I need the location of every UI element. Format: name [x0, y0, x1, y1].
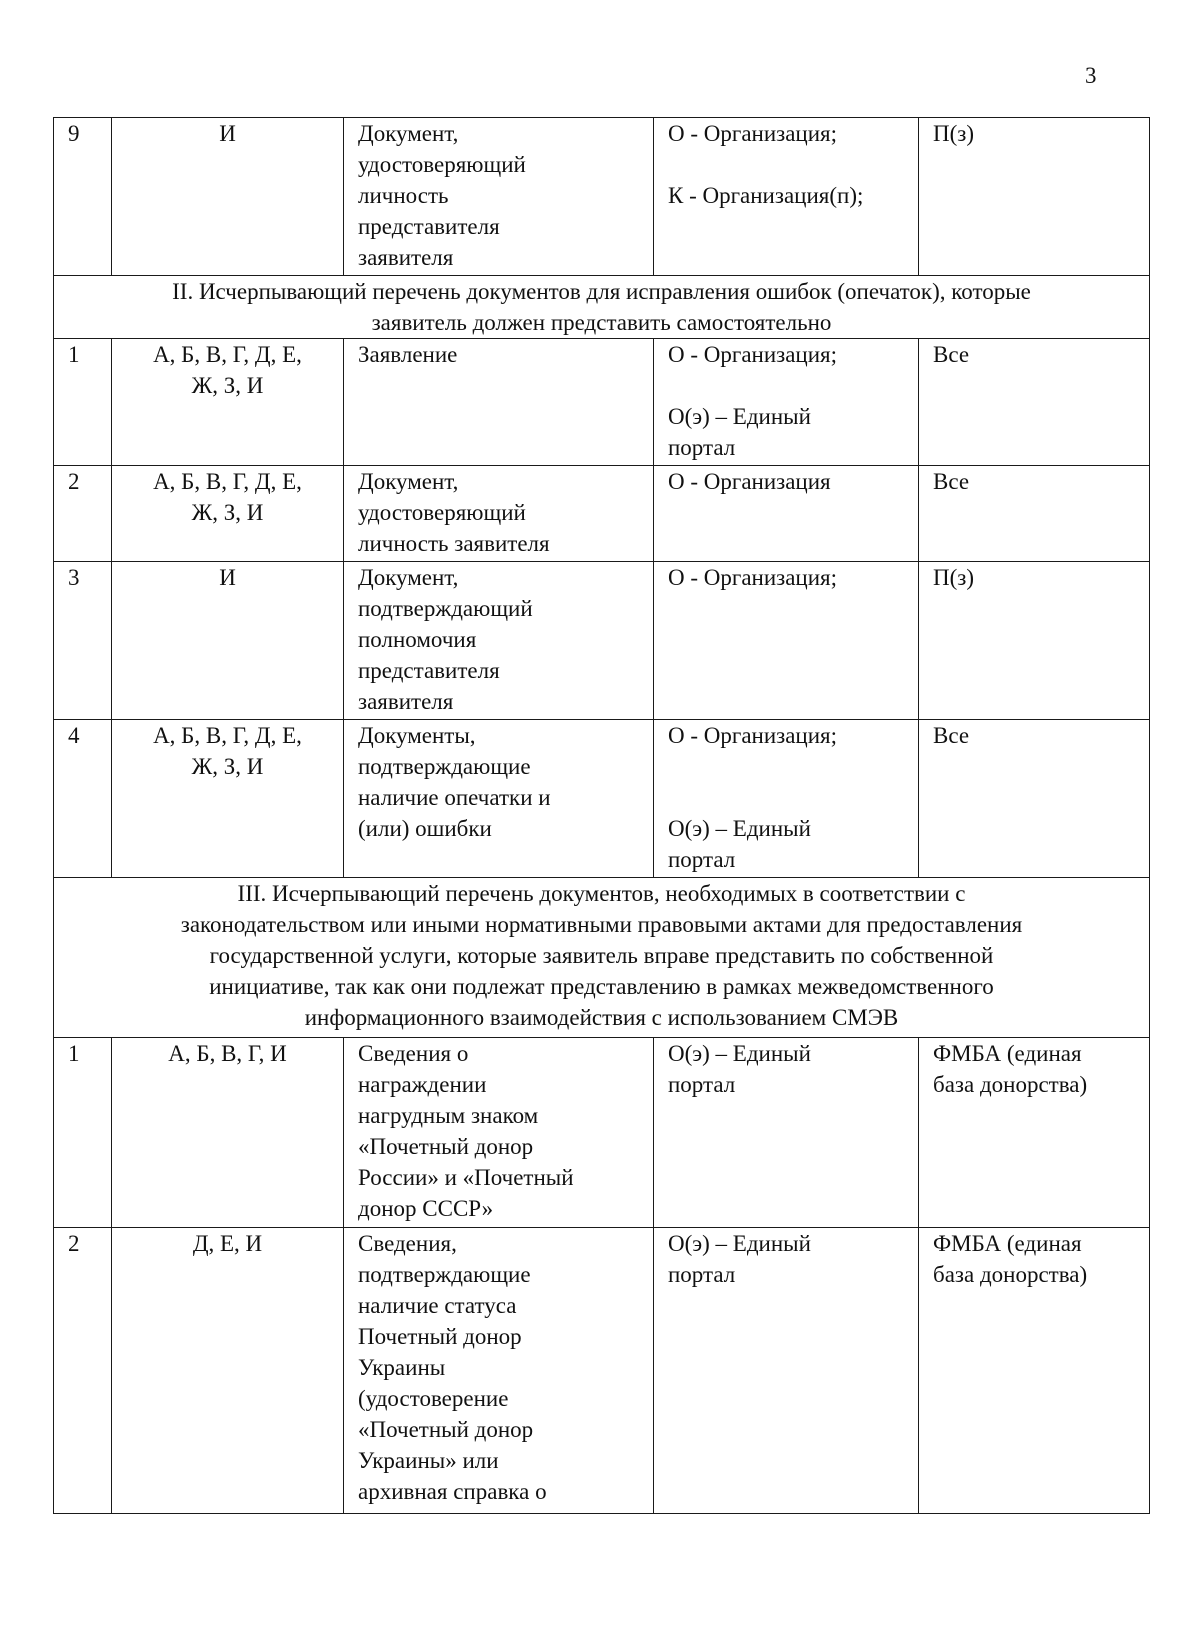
table-row — [54, 339, 1150, 466]
document-name: Документ, удостоверяющий личность представителя заявителя — [344, 118, 654, 276]
applicant-categories: А, Б, В, Г, Д, Е, Ж, З, И — [112, 339, 344, 466]
applicant-categories: И — [112, 118, 344, 276]
document-provider: П(з) — [919, 118, 1150, 276]
row-number: 4 — [54, 720, 112, 878]
row-number: 1 — [54, 339, 112, 466]
document-provider: ФМБА (единая база донорства) — [919, 1038, 1150, 1228]
section-heading: III. Исчерпывающий перечень документов, необходимых в соответствии с законодательством или иными нормативными правовыми актами для предоставления государственной услуги, которые заявитель вправе представить по собственной инициативе, так как они подлежат представлению в рамках межведомственного информационного взаимодействия с использованием СМЭВ — [54, 878, 1150, 1038]
documents-table — [53, 117, 1150, 1514]
document-provider: Все — [919, 339, 1150, 466]
table-row — [54, 466, 1150, 562]
document-name: Документ, удостоверяющий личность заявителя — [344, 466, 654, 562]
submission-method: О - Организация — [654, 466, 919, 562]
page-number: 3 — [1085, 63, 1097, 88]
table-row — [54, 562, 1150, 720]
submission-method: О(э) – Единый портал — [654, 1038, 919, 1228]
submission-method: О - Организация; О(э) – Единый портал — [654, 339, 919, 466]
table-row — [54, 118, 1150, 276]
row-number: 2 — [54, 1228, 112, 1514]
document-provider: Все — [919, 720, 1150, 878]
section-heading: II. Исчерпывающий перечень документов для исправления ошибок (опечаток), которые заявитель должен представить самостоятельно — [54, 276, 1150, 339]
row-number: 9 — [54, 118, 112, 276]
submission-method: О - Организация; О(э) – Единый портал — [654, 720, 919, 878]
table-row — [54, 720, 1150, 878]
table-row — [54, 1228, 1150, 1514]
document-name: Документ, подтверждающий полномочия представителя заявителя — [344, 562, 654, 720]
submission-method: О - Организация; — [654, 562, 919, 720]
submission-method: О(э) – Единый портал — [654, 1228, 919, 1514]
section-heading-row — [54, 878, 1150, 1038]
document-provider: П(з) — [919, 562, 1150, 720]
table-row — [54, 1038, 1150, 1228]
document-provider: ФМБА (единая база донорства) — [919, 1228, 1150, 1514]
row-number: 3 — [54, 562, 112, 720]
applicant-categories: А, Б, В, Г, Д, Е, Ж, З, И — [112, 720, 344, 878]
applicant-categories: Д, Е, И — [112, 1228, 344, 1514]
row-number: 1 — [54, 1038, 112, 1228]
document-name: Документы, подтверждающие наличие опечатки и (или) ошибки — [344, 720, 654, 878]
applicant-categories: И — [112, 562, 344, 720]
row-number: 2 — [54, 466, 112, 562]
section-heading-row — [54, 276, 1150, 339]
document-provider: Все — [919, 466, 1150, 562]
document-name: Заявление — [344, 339, 654, 466]
applicant-categories: А, Б, В, Г, Д, Е, Ж, З, И — [112, 466, 344, 562]
applicant-categories: А, Б, В, Г, И — [112, 1038, 344, 1228]
document-name: Сведения о награждении нагрудным знаком «Почетный донор России» и «Почетный донор СССР» — [344, 1038, 654, 1228]
submission-method: О - Организация; К - Организация(п); — [654, 118, 919, 276]
document-name: Сведения, подтверждающие наличие статуса Почетный донор Украины (удостоверение «Почетный донор Украины» или архивная справка о — [344, 1228, 654, 1514]
